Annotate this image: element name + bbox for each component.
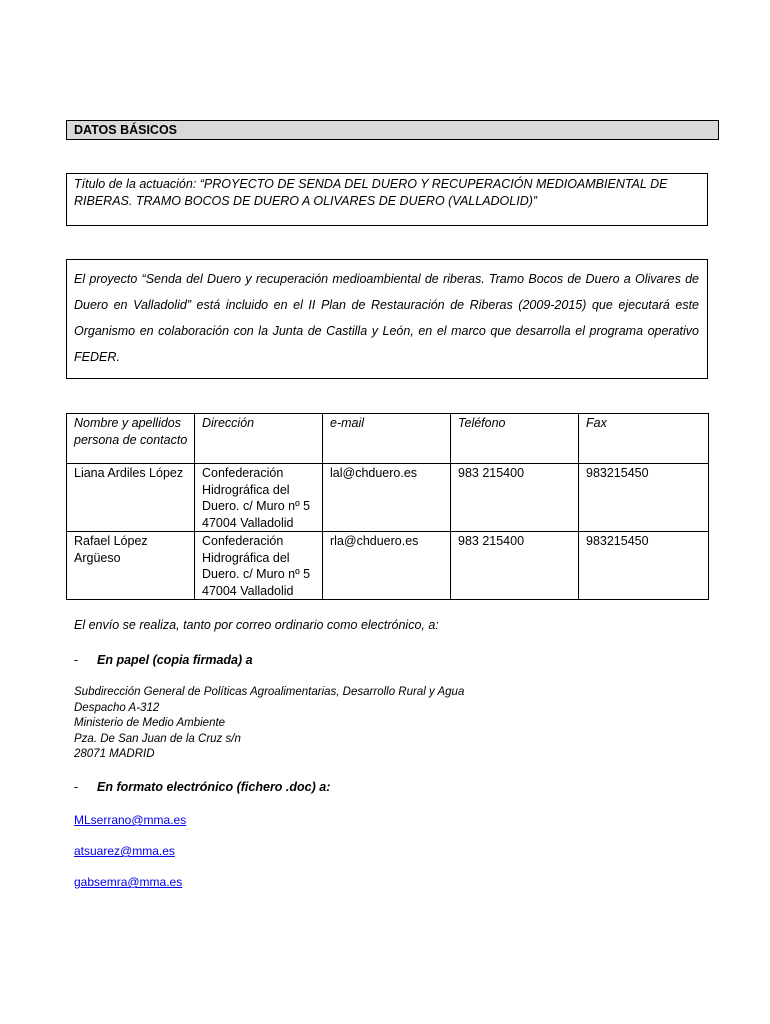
header-address: Dirección — [195, 414, 323, 464]
contact-address — [195, 532, 323, 600]
address-line: Subdirección General de Políticas Agroalimentarias, Desarrollo Rural y Agua — [74, 686, 465, 698]
section-header: DATOS BÁSICOS — [66, 120, 719, 140]
project-title-box: Título de la actuación: “PROYECTO DE SENDA DEL DUERO Y RECUPERACIÓN MEDIOAMBIENTAL DE RIBERAS. TRAMO BOCOS DE DUERO A OLIVARES DE DUERO (VALLADOLID)” — [66, 173, 708, 226]
contact-email: lal@chduero.es — [323, 464, 451, 532]
address-line: Confederación — [202, 534, 284, 548]
address-line: Duero. c/ Muro nº 5 — [202, 567, 311, 581]
address-line: 28071 MADRID — [74, 748, 155, 760]
contact-fax: 983215450 — [579, 532, 709, 600]
sending-intro: El envío se realiza, tanto por correo ordinario como electrónico, a: — [74, 618, 439, 632]
name-line: Rafael López — [74, 534, 148, 548]
contact-name — [67, 532, 195, 600]
paper-bullet — [74, 653, 253, 667]
postal-address — [74, 685, 464, 763]
table-row — [67, 532, 709, 600]
address-line: Hidrográfica del — [202, 550, 290, 565]
address-line: Hidrográfica del — [202, 482, 290, 497]
header-email: e-mail — [323, 414, 451, 464]
address-line: 47004 Valladolid — [202, 583, 294, 598]
address-line: Pza. De San Juan de la Cruz s/n — [74, 732, 241, 745]
address-line: Despacho A-312 — [74, 701, 160, 714]
address-line: Ministerio de Medio Ambiente — [74, 717, 226, 729]
header-fax: Fax — [579, 414, 709, 464]
contact-phone: 983 215400 — [451, 532, 579, 600]
header-contact-name: Nombre y apellidos persona de contacto — [67, 414, 195, 464]
header-phone: Teléfono — [451, 414, 579, 464]
bullet-dash: - — [74, 780, 79, 794]
contact-name: Liana Ardiles López — [67, 464, 195, 532]
electronic-label: En formato electrónico (fichero .doc) a: — [97, 780, 331, 794]
electronic-bullet — [74, 780, 330, 794]
email-link-mlserrano[interactable]: MLserrano@mma.es — [74, 813, 187, 827]
email-link-atsuarez[interactable]: atsuarez@mma.es — [74, 844, 175, 858]
address-line: Duero. c/ Muro nº 5 — [202, 499, 311, 513]
contacts-table — [66, 413, 709, 600]
project-description-box: El proyecto “Senda del Duero y recuperación medioambiental de riberas. Tramo Bocos de Duero a Olivares de Duero en Valladolid” está incluido en el II Plan de Restauración de Riberas (2009-2015) que ejecutará este Organismo en colaboración con la Junta de Castilla y León, en el marco que desarrolla el programa operativo FEDER. — [66, 259, 708, 379]
contact-address — [195, 464, 323, 532]
name-line: Argüeso — [74, 550, 121, 565]
table-row — [67, 464, 709, 532]
paper-label: En papel (copia firmada) a — [97, 653, 253, 667]
table-header-row — [67, 414, 709, 464]
contact-email: rla@chduero.es — [323, 532, 451, 600]
bullet-dash: - — [74, 653, 79, 667]
address-line: 47004 Valladolid — [202, 515, 294, 530]
contact-phone: 983 215400 — [451, 464, 579, 532]
contact-fax: 983215450 — [579, 464, 709, 532]
address-line: Confederación — [202, 466, 284, 480]
email-link-gabsemra[interactable]: gabsemra@mma.es — [74, 875, 183, 889]
